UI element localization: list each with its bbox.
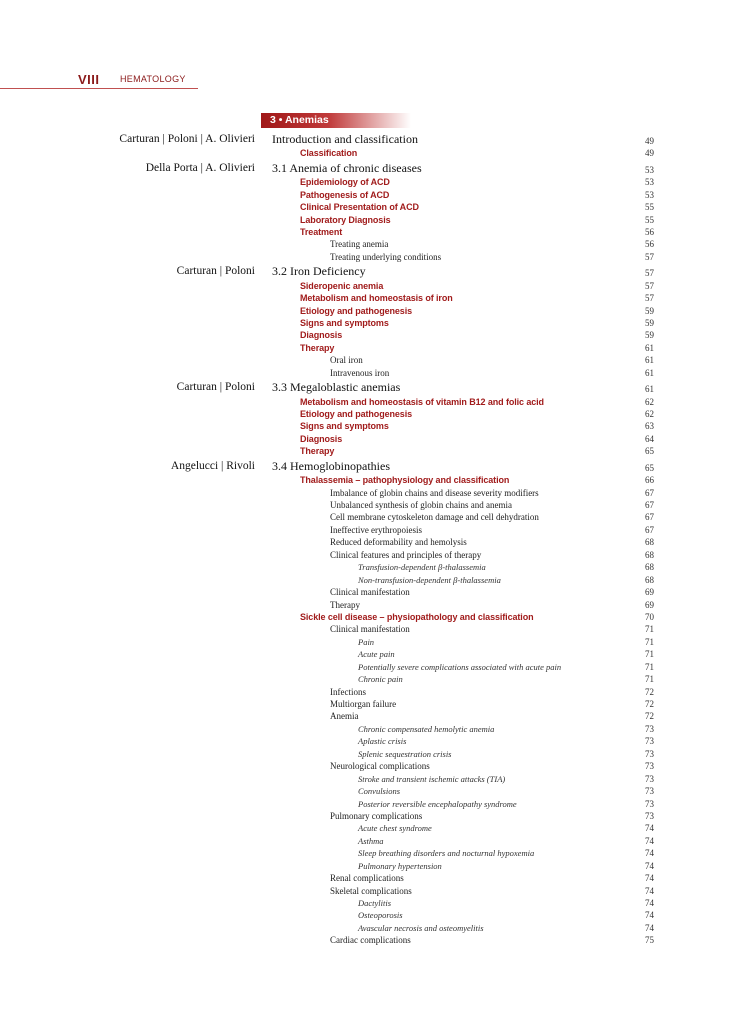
- toc-page-number: 71: [645, 636, 654, 647]
- toc-title: Chronic compensated hemolytic anemia: [358, 723, 495, 734]
- toc-page-number: 55: [645, 214, 654, 225]
- toc-entry[interactable]: [0, 214, 730, 226]
- toc-title: Asthma: [358, 835, 384, 846]
- toc-entry[interactable]: [0, 810, 730, 822]
- toc-page-number: 61: [645, 342, 654, 353]
- toc-entry[interactable]: [0, 445, 730, 457]
- toc-title: Neurological complications: [330, 761, 430, 772]
- toc-title: Infections: [330, 686, 366, 697]
- toc-title: Convulsions: [358, 786, 401, 797]
- toc-chapter-entry[interactable]: [0, 379, 730, 395]
- toc-title: Pulmonary complications: [330, 810, 423, 821]
- toc-page-number: 55: [645, 202, 654, 213]
- toc-title: Dactylitis: [358, 898, 392, 909]
- toc-author: Carturan | Poloni: [176, 381, 255, 394]
- toc-chapter-entry[interactable]: [0, 131, 730, 147]
- toc-page-number: 57: [645, 293, 654, 304]
- toc-entry[interactable]: [0, 760, 730, 772]
- toc-title: Treatment: [300, 226, 343, 237]
- toc-title: Potentially severe complications associated with acute pain: [358, 661, 562, 672]
- toc-page-number: 73: [645, 786, 654, 797]
- toc-title: Multiorgan failure: [330, 699, 397, 710]
- toc-page-number: 61: [645, 384, 654, 395]
- toc-title: Introduction and classification: [272, 132, 418, 146]
- toc-page-number: 61: [645, 355, 654, 366]
- toc-page-number: 57: [645, 280, 654, 291]
- toc-entry[interactable]: [0, 354, 730, 366]
- toc-title: Renal complications: [330, 873, 404, 884]
- toc-entry[interactable]: [0, 822, 730, 834]
- toc-title: Thalassemia – pathophysiology and classification: [300, 475, 510, 486]
- toc-page-number: 75: [645, 935, 654, 946]
- toc-author: Della Porta | A. Olivieri: [145, 161, 255, 174]
- toc-page-number: 74: [645, 910, 654, 921]
- toc-page-number: 59: [645, 305, 654, 316]
- toc-title: Diagnosis: [300, 433, 343, 444]
- toc-title: Etiology and pathogenesis: [300, 305, 413, 316]
- toc-entry[interactable]: [0, 710, 730, 722]
- toc-title: Acute chest syndrome: [358, 823, 432, 834]
- toc-title: Laboratory Diagnosis: [300, 214, 391, 225]
- toc-title: Cardiac complications: [330, 935, 411, 946]
- toc-entry[interactable]: [0, 317, 730, 329]
- toc-page-number: 74: [645, 835, 654, 846]
- toc-title: Therapy: [300, 446, 335, 457]
- toc-chapter-entry[interactable]: [0, 458, 730, 474]
- chapter-banner: [261, 113, 411, 128]
- toc-page-number: 72: [645, 711, 654, 722]
- toc-page-number: 73: [645, 810, 654, 821]
- toc-title: Sleep breathing disorders and nocturnal hypoxemia: [358, 848, 535, 859]
- toc-title: Anemia: [330, 711, 359, 722]
- toc-entry[interactable]: [0, 549, 730, 561]
- toc-page-number: 69: [645, 599, 654, 610]
- toc-title: Pulmonary hypertension: [358, 860, 442, 871]
- toc-title: Ineffective erythropoiesis: [330, 524, 423, 535]
- toc-page-number: 70: [645, 611, 654, 622]
- toc-page-number: 67: [645, 524, 654, 535]
- toc-entry[interactable]: [0, 860, 730, 872]
- toc-author: Carturan | Poloni | A. Olivieri: [119, 133, 255, 145]
- toc-page-number: 57: [645, 268, 654, 279]
- toc-entry[interactable]: [0, 897, 730, 909]
- toc-entry[interactable]: [0, 511, 730, 523]
- toc-author: Carturan | Poloni: [176, 265, 255, 278]
- page-number-roman: VIII: [78, 72, 100, 87]
- toc-page-number: 71: [645, 624, 654, 635]
- running-header: [0, 72, 200, 90]
- toc-entry[interactable]: [0, 748, 730, 760]
- header-rule: [0, 88, 198, 89]
- toc-entry[interactable]: [0, 396, 730, 408]
- toc-entry[interactable]: [0, 147, 730, 159]
- toc-title: Diagnosis: [300, 330, 343, 341]
- toc-entry[interactable]: [0, 934, 730, 946]
- toc-entry[interactable]: [0, 238, 730, 250]
- toc-entry[interactable]: [0, 367, 730, 379]
- toc-entry[interactable]: [0, 723, 730, 735]
- toc-title: Pain: [358, 636, 375, 647]
- toc-title: Posterior reversible encephalopathy syndrome: [358, 798, 517, 809]
- toc-entry[interactable]: [0, 280, 730, 292]
- toc-title: Unbalanced synthesis of globin chains and anemia: [330, 500, 512, 511]
- toc-page-number: 61: [645, 367, 654, 378]
- toc-entry[interactable]: [0, 329, 730, 341]
- toc-page-number: 57: [645, 251, 654, 262]
- toc-title: 3.4 Hemoglobinopathies: [272, 458, 390, 473]
- toc-page-number: 62: [645, 409, 654, 419]
- toc-entry[interactable]: [0, 835, 730, 847]
- toc-title: Signs and symptoms: [300, 421, 389, 432]
- toc-page-number: 68: [645, 549, 654, 560]
- toc-entry[interactable]: [0, 586, 730, 598]
- toc-page-number: 49: [645, 148, 654, 159]
- toc-chapter-entry[interactable]: [0, 263, 730, 279]
- toc-title: Intravenous iron: [330, 367, 390, 378]
- toc-page-number: 68: [645, 562, 654, 573]
- toc-page-number: 73: [645, 748, 654, 759]
- toc-entry[interactable]: [0, 524, 730, 536]
- toc-entry[interactable]: [0, 433, 730, 445]
- toc-entry[interactable]: [0, 251, 730, 263]
- toc-entry[interactable]: [0, 661, 730, 673]
- toc-title: Skeletal complications: [330, 885, 412, 896]
- toc-entry[interactable]: [0, 885, 730, 897]
- toc-title: Oral iron: [330, 355, 363, 366]
- toc-page-number: 62: [645, 396, 654, 407]
- toc-page-number: 68: [645, 574, 654, 585]
- toc-chapter-entry[interactable]: [0, 160, 730, 176]
- chapter-label: 3 • Anemias: [270, 114, 329, 126]
- toc-entry[interactable]: [0, 648, 730, 660]
- toc-page-number: 68: [645, 537, 654, 548]
- toc-page-number: 73: [645, 736, 654, 747]
- toc-title: Treating anemia: [330, 239, 389, 250]
- toc-page-number: 49: [645, 136, 654, 146]
- toc-title: 3.3 Megaloblastic anemias: [272, 380, 401, 395]
- toc-title: Classification: [300, 148, 358, 159]
- toc-page-number: 72: [645, 699, 654, 710]
- toc-page-number: 56: [645, 226, 654, 237]
- toc-page-number: 53: [645, 189, 654, 200]
- toc-title: Cell membrane cytoskeleton damage and cell dehydration: [330, 512, 539, 523]
- toc-page-number: 67: [645, 487, 654, 498]
- toc-page-number: 71: [645, 661, 654, 672]
- toc-title: Therapy: [300, 342, 335, 353]
- toc-entry[interactable]: [0, 305, 730, 317]
- toc-title: Stroke and transient ischemic attacks (TIA): [358, 773, 506, 784]
- toc-entry[interactable]: [0, 686, 730, 698]
- toc-title: Metabolism and homeostasis of iron: [300, 293, 453, 304]
- toc-entry[interactable]: [0, 922, 730, 934]
- toc-entry[interactable]: [0, 561, 730, 573]
- toc-page-number: 73: [645, 798, 654, 809]
- toc-title: Transfusion-dependent β-thalassemia: [358, 562, 486, 573]
- toc-page-number: 74: [645, 898, 654, 909]
- toc-entry[interactable]: [0, 847, 730, 859]
- toc-page-number: 64: [645, 433, 654, 444]
- toc-title: Osteoporosis: [358, 910, 403, 921]
- toc-entry[interactable]: [0, 785, 730, 797]
- toc-page-number: 74: [645, 885, 654, 896]
- toc-title: Sideropenic anemia: [300, 280, 384, 291]
- toc-entry[interactable]: [0, 636, 730, 648]
- toc-title: Avascular necrosis and osteomyelitis: [358, 922, 484, 933]
- toc-page-number: 71: [645, 649, 654, 660]
- toc-entry[interactable]: [0, 673, 730, 685]
- toc-author: Angelucci | Rivoli: [170, 459, 255, 472]
- toc-page-number: 72: [645, 686, 654, 697]
- toc-page-number: 69: [645, 587, 654, 598]
- toc-title: Metabolism and homeostasis of vitamin B12 and folic acid: [300, 396, 544, 407]
- toc-entry[interactable]: [0, 623, 730, 635]
- toc-entry[interactable]: [0, 292, 730, 304]
- toc-page-number: 59: [645, 330, 654, 341]
- toc-entry[interactable]: [0, 536, 730, 548]
- toc-title: Acute pain: [358, 649, 395, 660]
- toc-title: Signs and symptoms: [300, 317, 389, 328]
- toc-title: Etiology and pathogenesis: [300, 409, 413, 419]
- toc-entry[interactable]: [0, 342, 730, 354]
- toc-entry[interactable]: [0, 474, 730, 486]
- toc-page-number: 66: [645, 475, 654, 486]
- toc-entry[interactable]: [0, 735, 730, 747]
- toc-title: 3.1 Anemia of chronic diseases: [272, 160, 422, 175]
- toc-page-number: 67: [645, 500, 654, 511]
- toc-page-number: 71: [645, 674, 654, 685]
- toc-title: Epidemiology of ACD: [300, 177, 390, 188]
- toc-page-number: 74: [645, 873, 654, 884]
- toc-title: Aplastic crisis: [358, 736, 407, 747]
- toc-title: Clinical features and principles of therapy: [330, 549, 482, 560]
- toc-title: 3.2 Iron Deficiency: [272, 264, 366, 279]
- toc-entry[interactable]: [0, 611, 730, 623]
- toc-title: Sickle cell disease – physiopathology and classification: [300, 611, 534, 622]
- toc-title: Clinical Presentation of ACD: [300, 202, 419, 213]
- toc-title: Imbalance of globin chains and disease severity modifiers: [330, 487, 539, 498]
- toc-title: Clinical manifestation: [330, 587, 410, 598]
- toc-page-number: 74: [645, 823, 654, 834]
- toc-page-number: 53: [645, 164, 654, 175]
- toc-title: Treating underlying conditions: [330, 251, 442, 262]
- toc-page-number: 73: [645, 761, 654, 772]
- toc-entry[interactable]: [0, 408, 730, 420]
- toc-entry[interactable]: [0, 420, 730, 432]
- toc-entry[interactable]: [0, 226, 730, 238]
- toc-entry[interactable]: [0, 189, 730, 201]
- toc-page-number: 53: [645, 177, 654, 188]
- toc-page-number: 65: [645, 446, 654, 457]
- toc-entry[interactable]: [0, 201, 730, 213]
- toc-title: Non-transfusion-dependent β-thalassemia: [358, 574, 501, 585]
- toc-entry[interactable]: [0, 574, 730, 586]
- section-title: HEMATOLOGY: [120, 74, 186, 84]
- toc-title: Chronic pain: [358, 674, 403, 685]
- toc-entry[interactable]: [0, 698, 730, 710]
- toc-page-number: 74: [645, 848, 654, 859]
- toc-title: Pathogenesis of ACD: [300, 189, 390, 200]
- toc-page-number: 56: [645, 239, 654, 250]
- toc-entry[interactable]: [0, 798, 730, 810]
- toc-entry[interactable]: [0, 499, 730, 511]
- toc-page-number: 65: [645, 462, 654, 473]
- toc-page-number: 73: [645, 773, 654, 784]
- toc-entry[interactable]: [0, 487, 730, 499]
- toc-page-number: 73: [645, 723, 654, 734]
- toc-entry[interactable]: [0, 872, 730, 884]
- toc-entry[interactable]: [0, 773, 730, 785]
- toc-title: Therapy: [330, 599, 360, 610]
- toc-entry[interactable]: [0, 599, 730, 611]
- toc-page-number: 74: [645, 860, 654, 871]
- toc-page-number: 59: [645, 317, 654, 328]
- toc-title: Splenic sequestration crisis: [358, 748, 452, 759]
- toc-entry[interactable]: [0, 176, 730, 188]
- toc-title: Reduced deformability and hemolysis: [330, 537, 467, 548]
- toc-page-number: 63: [645, 421, 654, 432]
- toc-page-number: 67: [645, 512, 654, 523]
- toc-title: Clinical manifestation: [330, 624, 410, 635]
- toc-page-number: 74: [645, 922, 654, 933]
- toc-entry[interactable]: [0, 909, 730, 921]
- table-of-contents: [0, 131, 730, 947]
